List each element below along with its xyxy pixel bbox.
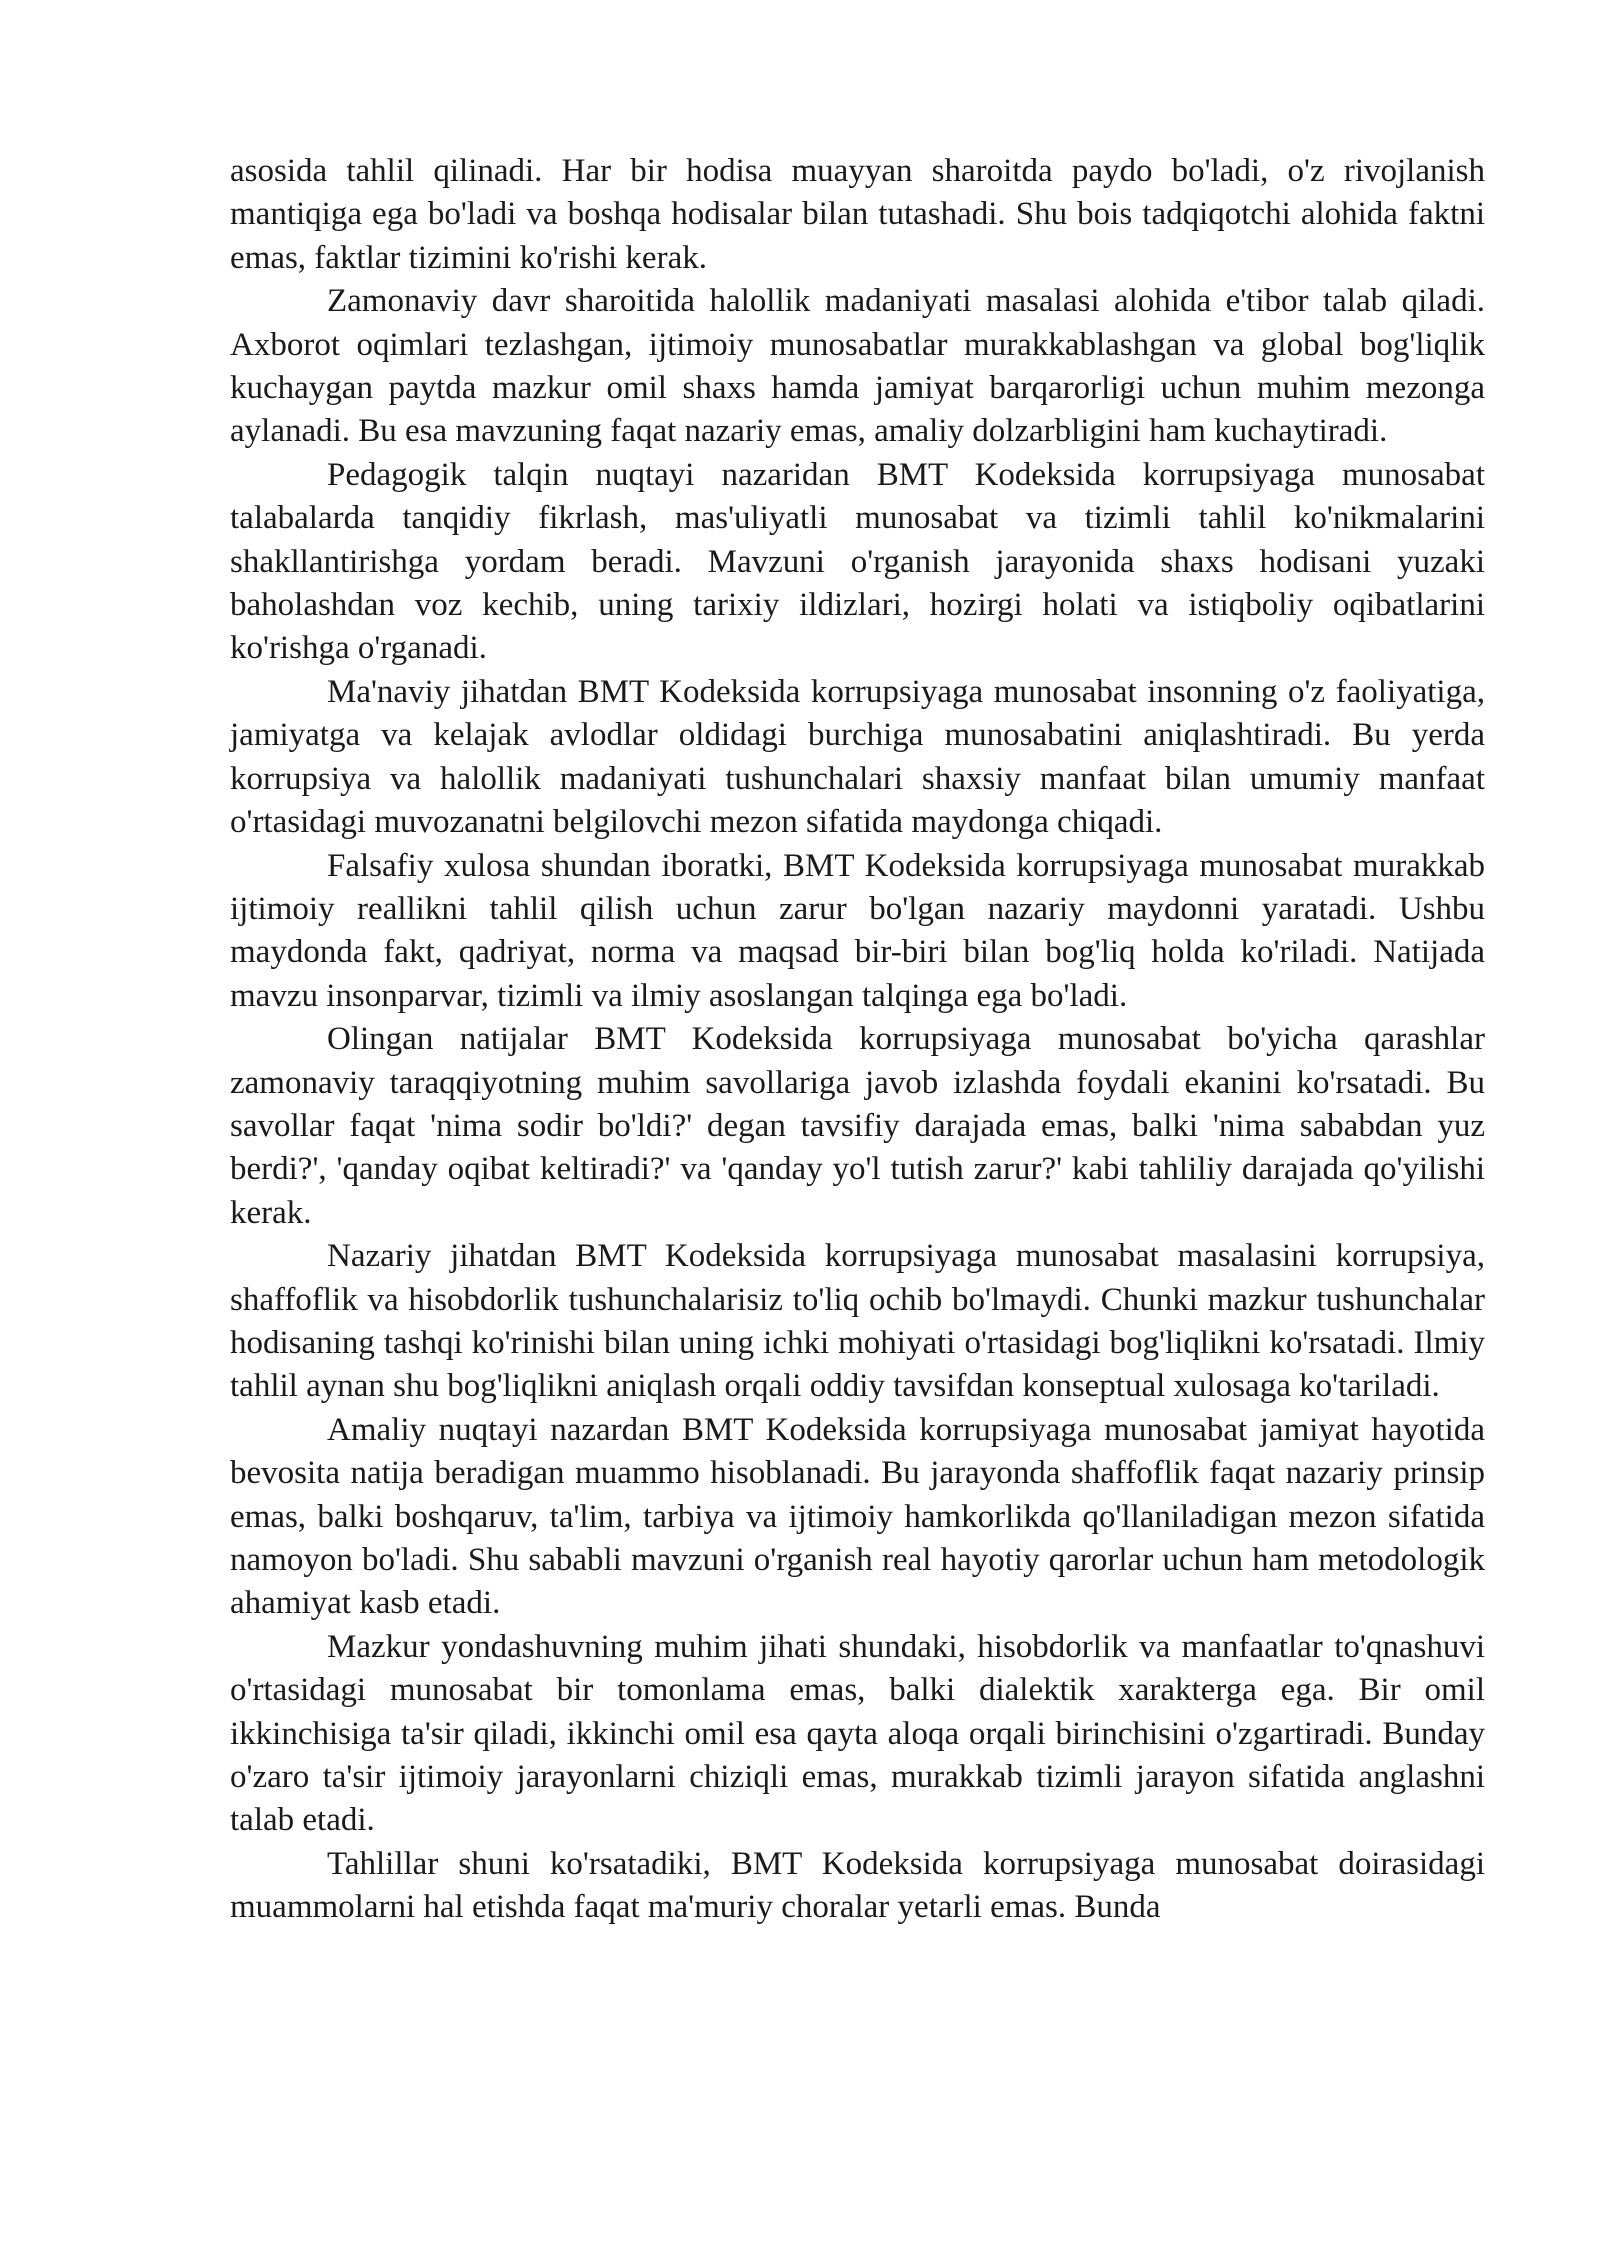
- document-body: [230, 150, 1485, 1930]
- paragraph-continued: asosida tahlil qilinadi. Har bir hodisa muayyan sharoitda paydo bo'ladi, o'z rivojlanish mantiqiga ega bo'ladi va boshqa hodisalar bilan tutashadi. Shu bois tadqiqotchi alohida faktni emas, faktlar tizimini ko'rishi kerak.: [230, 153, 1485, 276]
- paragraph: Falsafiy xulosa shundan iboratki, BMT Kodeksida korrupsiyaga munosabat murakkab ijtimoiy reallikni tahlil qilish uchun zarur bo'lgan nazariy maydonni yaratadi. Ushbu maydonda fakt, qadriyat, norma va maqsad bir-biri bilan bog'liq holda ko'riladi. Natijada mavzu insonparvar, tizimli va ilmiy asoslangan talqinga ega bo'ladi.: [230, 847, 1485, 1014]
- paragraph-truncated: Tahlillar shuni ko'rsatadiki, BMT Kodeksida korrupsiyaga munosabat doirasidagi muammolarni hal etishda faqat ma'muriy choralar yetarli emas. Bunda: [230, 1845, 1485, 1926]
- paragraph: Zamonaviy davr sharoitida halollik madaniyati masalasi alohida e'tibor talab qiladi. Axborot oqimlari tezlashgan, ijtimoiy munosabatlar murakkablashgan va global bog'liqlik kuchaygan paytda mazkur omil shaxs hamda jamiyat barqarorligi uchun muhim mezonga aylanadi. Bu esa mavzuning faqat nazariy emas, amaliy dolzarbligini ham kuchaytiradi.: [230, 283, 1485, 450]
- paragraph: Mazkur yondashuvning muhim jihati shundaki, hisobdorlik va manfaatlar to'qnashuvi o'rtasidagi munosabat bir tomonlama emas, balki dialektik xarakterga ega. Bir omil ikkinchisiga ta'sir qiladi, ikkinchi omil esa qayta aloqa orqali birinchisini o'zgartiradi. Bunday o'zaro ta'sir ijtimoiy jarayonlarni chiziqli emas, murakkab tizimli jarayon sifatida anglashni talab etadi.: [230, 1628, 1485, 1839]
- paragraph: Olingan natijalar BMT Kodeksida korrupsiyaga munosabat bo'yicha qarashlar zamonaviy taraqqiyotning muhim savollariga javob izlashda foydali ekanini ko'rsatadi. Bu savollar faqat 'nima sodir bo'ldi?' degan tavsifiy darajada emas, balki 'nima sababdan yuz berdi?', 'qanday oqibat keltiradi?' va 'qanday yo'l tutish zarur?' kabi tahliliy darajada qo'yilishi kerak.: [230, 1021, 1485, 1231]
- paragraph: Ma'naviy jihatdan BMT Kodeksida korrupsiyaga munosabat insonning o'z faoliyatiga, jamiyatga va kelajak avlodlar oldidagi burchiga munosabatini aniqlashtiradi. Bu yerda korrupsiya va halollik madaniyati tushunchalari shaxsiy manfaat bilan umumiy manfaat o'rtasidagi muvozanatni belgilovchi mezon sifatida maydonga chiqadi.: [230, 673, 1485, 841]
- paragraph: Nazariy jihatdan BMT Kodeksida korrupsiyaga munosabat masalasini korrupsiya, shaffoflik va hisobdorlik tushunchalarisiz to'liq ochib bo'lmaydi. Chunki mazkur tushunchalar hodisaning tashqi ko'rinishi bilan uning ichki mohiyati o'rtasidagi bog'liqlikni ko'rsatadi. Ilmiy tahlil aynan shu bog'liqlikni aniqlash orqali oddiy tavsifdan konseptual xulosaga ko'tariladi.: [230, 1238, 1485, 1405]
- paragraph: Pedagogik talqin nuqtayi nazaridan BMT Kodeksida korrupsiyaga munosabat talabalarda tanqidiy fikrlash, mas'uliyatli munosabat va tizimli tahlil ko'nikmalarini shakllantirishga yordam beradi. Mavzuni o'rganish jarayonida shaxs hodisani yuzaki baholashdan voz kechib, uning tarixiy ildizlari, hozirgi holati va istiqboliy oqibatlarini ko'rishga o'rganadi.: [230, 456, 1485, 667]
- paragraph: Amaliy nuqtayi nazardan BMT Kodeksida korrupsiyaga munosabat jamiyat hayotida bevosita natija beradigan muammo hisoblanadi. Bu jarayonda shaffoflik faqat nazariy prinsip emas, balki boshqaruv, ta'lim, tarbiya va ijtimoiy hamkorlikda qo'llaniladigan mezon sifatida namoyon bo'ladi. Shu sababli mavzuni o'rganish real hayotiy qarorlar uchun ham metodologik ahamiyat kasb etadi.: [230, 1411, 1485, 1622]
